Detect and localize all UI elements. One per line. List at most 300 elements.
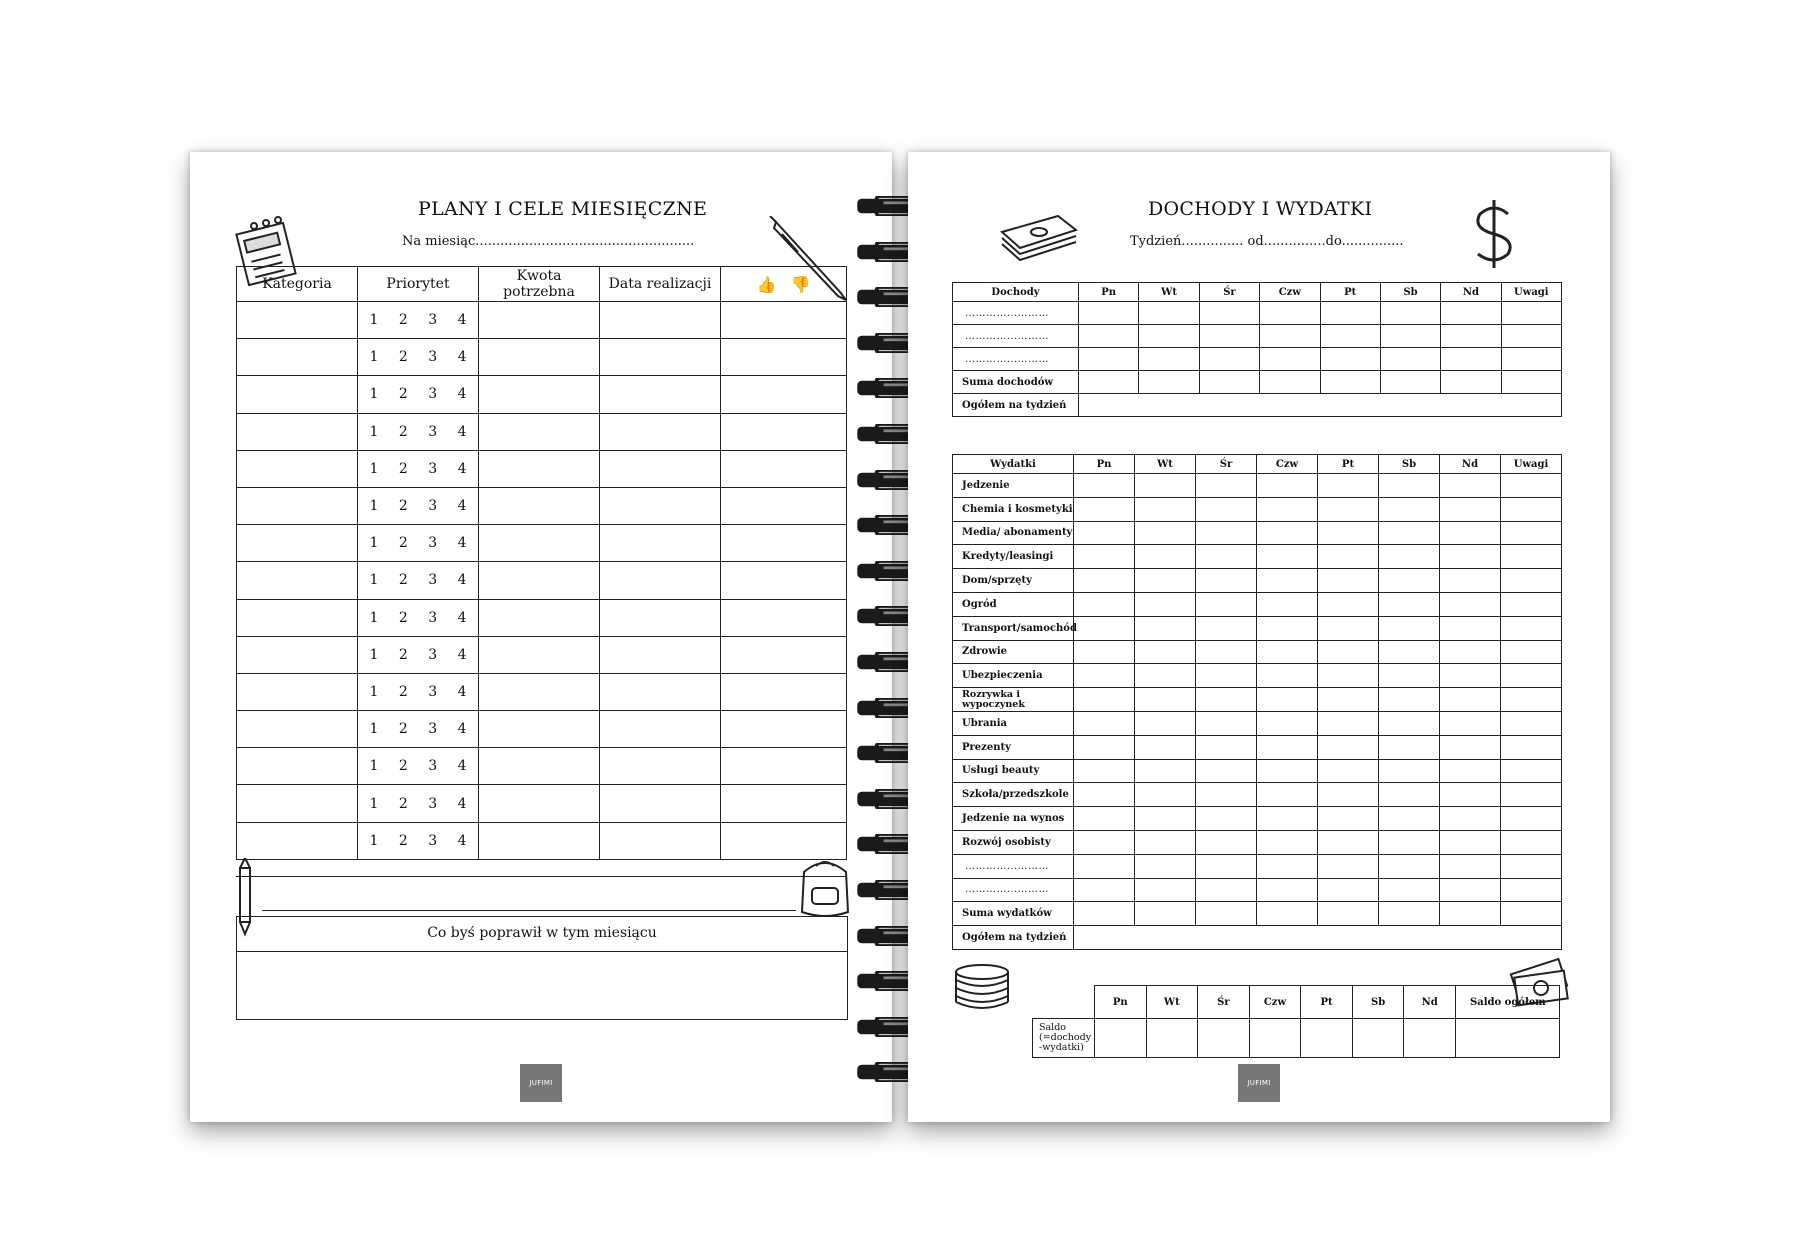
- data-cell[interactable]: [600, 599, 721, 636]
- priority-scale[interactable]: 1 2 3 4: [358, 785, 479, 822]
- entry-cell[interactable]: [1501, 497, 1562, 521]
- entry-cell[interactable]: [1501, 688, 1562, 712]
- rating-cell[interactable]: [721, 748, 847, 785]
- kategoria-cell[interactable]: [237, 748, 358, 785]
- kwota-cell[interactable]: [479, 822, 600, 859]
- data-cell[interactable]: [600, 376, 721, 413]
- plans-row: [237, 339, 847, 376]
- priority-scale[interactable]: 1 2 3 4: [358, 302, 479, 339]
- entry-cell[interactable]: [1196, 878, 1257, 902]
- data-cell[interactable]: [600, 302, 721, 339]
- rating-cell[interactable]: [721, 413, 847, 450]
- entry-cell[interactable]: [1318, 569, 1379, 593]
- expense-header: Wydatki: [953, 455, 1074, 474]
- kwota-cell[interactable]: [479, 599, 600, 636]
- entry-cell[interactable]: [1135, 830, 1196, 854]
- row-label: ……………………: [953, 348, 1079, 371]
- entry-cell[interactable]: [1501, 302, 1561, 325]
- rating-cell[interactable]: [721, 302, 847, 339]
- kwota-cell[interactable]: [479, 711, 600, 748]
- kategoria-cell[interactable]: [237, 673, 358, 710]
- kwota-cell[interactable]: [479, 785, 600, 822]
- saldo-cell[interactable]: [1249, 1019, 1301, 1058]
- entry-cell[interactable]: [1074, 902, 1135, 926]
- entry-cell[interactable]: [1440, 783, 1501, 807]
- entry-cell[interactable]: [1135, 474, 1196, 498]
- coins-icon: [952, 962, 1016, 1012]
- kategoria-cell[interactable]: [237, 711, 358, 748]
- kategoria-cell[interactable]: [237, 376, 358, 413]
- entry-cell[interactable]: [1196, 830, 1257, 854]
- entry-cell[interactable]: [1318, 497, 1379, 521]
- rating-cell[interactable]: [721, 785, 847, 822]
- entry-cell[interactable]: [1196, 616, 1257, 640]
- entry-cell[interactable]: [1318, 474, 1379, 498]
- notes-header: Uwagi: [1501, 455, 1562, 474]
- entry-cell[interactable]: [1501, 711, 1562, 735]
- entry-cell[interactable]: [1379, 688, 1440, 712]
- entry-cell[interactable]: [1196, 783, 1257, 807]
- entry-cell[interactable]: [1440, 474, 1501, 498]
- entry-cell[interactable]: [1440, 521, 1501, 545]
- entry-cell[interactable]: [1257, 664, 1318, 688]
- col-priorytet: Priorytet: [358, 267, 479, 302]
- page-title-income: DOCHODY I WYDATKI: [1148, 198, 1373, 220]
- data-cell[interactable]: [600, 711, 721, 748]
- entry-cell[interactable]: [1501, 783, 1562, 807]
- entry-cell[interactable]: [1196, 688, 1257, 712]
- row-label: Ubrania: [953, 711, 1074, 735]
- entry-cell[interactable]: [1501, 545, 1562, 569]
- entry-cell[interactable]: [1318, 521, 1379, 545]
- entry-cell[interactable]: [1501, 807, 1562, 831]
- entry-cell[interactable]: [1501, 371, 1561, 394]
- saldo-cell[interactable]: [1352, 1019, 1404, 1058]
- entry-cell[interactable]: [1135, 640, 1196, 664]
- entry-cell[interactable]: [1135, 878, 1196, 902]
- entry-cell[interactable]: [1440, 545, 1501, 569]
- kwota-cell[interactable]: [479, 487, 600, 524]
- priority-scale[interactable]: 1 2 3 4: [358, 711, 479, 748]
- entry-cell[interactable]: [1135, 735, 1196, 759]
- rating-cell[interactable]: [721, 450, 847, 487]
- entry-cell[interactable]: [1196, 592, 1257, 616]
- entry-cell[interactable]: [1257, 759, 1318, 783]
- entry-cell[interactable]: [1380, 371, 1440, 394]
- entry-cell[interactable]: [1074, 688, 1135, 712]
- entry-cell[interactable]: [1318, 640, 1379, 664]
- entry-cell[interactable]: [1440, 688, 1501, 712]
- priority-scale[interactable]: 1 2 3 4: [358, 673, 479, 710]
- rating-cell[interactable]: [721, 562, 847, 599]
- entry-cell[interactable]: [1318, 854, 1379, 878]
- saldo-cell[interactable]: [1095, 1019, 1147, 1058]
- data-cell[interactable]: [600, 822, 721, 859]
- data-cell[interactable]: [600, 562, 721, 599]
- improve-label: Co byś poprawił w tym miesiącu: [237, 917, 847, 952]
- entry-cell[interactable]: [1257, 688, 1318, 712]
- rating-cell[interactable]: [721, 673, 847, 710]
- kategoria-cell[interactable]: [237, 450, 358, 487]
- priority-scale[interactable]: 1 2 3 4: [358, 487, 479, 524]
- plans-row: [237, 487, 847, 524]
- thumbs-up-icon: 👍: [756, 274, 777, 294]
- data-cell[interactable]: [600, 525, 721, 562]
- rating-cell[interactable]: [721, 487, 847, 524]
- kwota-cell[interactable]: [479, 302, 600, 339]
- entry-cell[interactable]: [1379, 592, 1440, 616]
- entry-cell[interactable]: [1379, 640, 1440, 664]
- entry-cell[interactable]: [1260, 325, 1320, 348]
- entry-cell[interactable]: [1196, 569, 1257, 593]
- entry-cell[interactable]: [1079, 325, 1139, 348]
- entry-cell[interactable]: [1501, 640, 1562, 664]
- entry-cell[interactable]: [1074, 497, 1135, 521]
- entry-cell[interactable]: [1196, 545, 1257, 569]
- entry-cell[interactable]: [1135, 783, 1196, 807]
- day-header: Pn: [1095, 986, 1147, 1019]
- entry-cell[interactable]: [1380, 348, 1440, 371]
- entry-cell[interactable]: [1379, 616, 1440, 640]
- kategoria-cell[interactable]: [237, 525, 358, 562]
- day-header: Czw: [1257, 455, 1318, 474]
- entry-cell[interactable]: [1501, 902, 1562, 926]
- entry-cell[interactable]: [1379, 545, 1440, 569]
- entry-cell[interactable]: [1196, 735, 1257, 759]
- entry-cell[interactable]: [1257, 474, 1318, 498]
- row-label: Chemia i kosmetyki: [953, 497, 1074, 521]
- priority-scale[interactable]: 1 2 3 4: [358, 599, 479, 636]
- entry-cell[interactable]: [1074, 592, 1135, 616]
- saldo-cell[interactable]: [1301, 1019, 1353, 1058]
- rating-cell[interactable]: [721, 636, 847, 673]
- kategoria-cell[interactable]: [237, 562, 358, 599]
- entry-cell[interactable]: [1501, 325, 1561, 348]
- entry-cell[interactable]: [1320, 371, 1380, 394]
- row-label: Jedzenie: [953, 474, 1074, 498]
- entry-cell[interactable]: [1079, 371, 1139, 394]
- entry-cell[interactable]: [1318, 616, 1379, 640]
- entry-cell[interactable]: [1135, 545, 1196, 569]
- entry-cell[interactable]: [1257, 569, 1318, 593]
- entry-cell[interactable]: [1379, 521, 1440, 545]
- rating-cell[interactable]: [721, 599, 847, 636]
- entry-cell[interactable]: [1196, 854, 1257, 878]
- entry-cell[interactable]: [1501, 474, 1562, 498]
- entry-cell[interactable]: [1135, 688, 1196, 712]
- entry-cell[interactable]: [1501, 569, 1562, 593]
- entry-cell[interactable]: [1257, 640, 1318, 664]
- rating-cell[interactable]: [721, 339, 847, 376]
- entry-cell[interactable]: [1379, 711, 1440, 735]
- entry-cell[interactable]: [1135, 616, 1196, 640]
- entry-cell[interactable]: [1257, 545, 1318, 569]
- day-header: Pn: [1074, 455, 1135, 474]
- entry-cell[interactable]: [1139, 325, 1199, 348]
- priority-scale[interactable]: 1 2 3 4: [358, 339, 479, 376]
- entry-cell[interactable]: [1196, 640, 1257, 664]
- entry-cell[interactable]: [1379, 902, 1440, 926]
- entry-cell[interactable]: [1135, 497, 1196, 521]
- entry-cell[interactable]: [1440, 497, 1501, 521]
- entry-cell[interactable]: [1257, 854, 1318, 878]
- kategoria-cell[interactable]: [237, 636, 358, 673]
- entry-cell[interactable]: [1320, 302, 1380, 325]
- entry-cell[interactable]: [1260, 371, 1320, 394]
- plans-row: [237, 785, 847, 822]
- entry-cell[interactable]: [1440, 664, 1501, 688]
- rating-cell[interactable]: [721, 376, 847, 413]
- entry-cell[interactable]: [1196, 807, 1257, 831]
- entry-cell[interactable]: [1257, 616, 1318, 640]
- entry-cell[interactable]: [1074, 783, 1135, 807]
- entry-cell[interactable]: [1318, 592, 1379, 616]
- priority-scale[interactable]: 1 2 3 4: [358, 822, 479, 859]
- saldo-cell[interactable]: [1198, 1019, 1250, 1058]
- page-title-plans: PLANY I CELE MIESIĘCZNE: [418, 198, 708, 220]
- backpack-icon: [790, 852, 860, 922]
- kwota-cell[interactable]: [479, 562, 600, 599]
- entry-cell[interactable]: [1440, 616, 1501, 640]
- row-label: ……………………: [953, 878, 1074, 902]
- entry-cell[interactable]: [1135, 664, 1196, 688]
- entry-cell[interactable]: [1318, 545, 1379, 569]
- priority-scale[interactable]: 1 2 3 4: [358, 748, 479, 785]
- plans-row: [237, 376, 847, 413]
- entry-cell[interactable]: [1440, 569, 1501, 593]
- priority-scale[interactable]: 1 2 3 4: [358, 562, 479, 599]
- entry-cell[interactable]: [1257, 830, 1318, 854]
- rating-cell[interactable]: [721, 711, 847, 748]
- entry-cell[interactable]: [1074, 640, 1135, 664]
- priority-scale[interactable]: 1 2 3 4: [358, 525, 479, 562]
- entry-cell[interactable]: [1501, 735, 1562, 759]
- kategoria-cell[interactable]: [237, 339, 358, 376]
- entry-cell[interactable]: [1501, 854, 1562, 878]
- entry-cell[interactable]: [1196, 474, 1257, 498]
- entry-cell[interactable]: [1441, 325, 1501, 348]
- entry-cell[interactable]: [1196, 664, 1257, 688]
- entry-cell[interactable]: [1260, 302, 1320, 325]
- entry-cell[interactable]: [1318, 711, 1379, 735]
- row-label: Dom/sprzęty: [953, 569, 1074, 593]
- entry-cell[interactable]: [1257, 497, 1318, 521]
- entry-cell[interactable]: [1135, 569, 1196, 593]
- entry-cell[interactable]: [1380, 302, 1440, 325]
- kwota-cell[interactable]: [479, 376, 600, 413]
- data-cell[interactable]: [600, 450, 721, 487]
- priority-scale[interactable]: 1 2 3 4: [358, 376, 479, 413]
- entry-cell[interactable]: [1079, 348, 1139, 371]
- entry-cell[interactable]: [1257, 592, 1318, 616]
- plans-row: [237, 599, 847, 636]
- entry-cell[interactable]: [1074, 664, 1135, 688]
- entry-cell[interactable]: [1257, 783, 1318, 807]
- entry-cell[interactable]: [1318, 807, 1379, 831]
- entry-cell[interactable]: [1074, 735, 1135, 759]
- entry-cell[interactable]: [1501, 592, 1562, 616]
- data-cell[interactable]: [600, 785, 721, 822]
- entry-cell[interactable]: [1257, 735, 1318, 759]
- entry-cell[interactable]: [1135, 521, 1196, 545]
- entry-cell[interactable]: [1440, 854, 1501, 878]
- entry-cell[interactable]: [1440, 902, 1501, 926]
- entry-cell[interactable]: [1074, 521, 1135, 545]
- entry-cell[interactable]: [1379, 759, 1440, 783]
- entry-cell[interactable]: [1379, 569, 1440, 593]
- entry-cell[interactable]: [1139, 348, 1199, 371]
- entry-cell[interactable]: [1318, 735, 1379, 759]
- kategoria-cell[interactable]: [237, 822, 358, 859]
- kategoria-cell[interactable]: [237, 487, 358, 524]
- saldo-cell[interactable]: [1404, 1019, 1456, 1058]
- row-label: Jedzenie na wynos: [953, 807, 1074, 831]
- entry-cell[interactable]: [1196, 711, 1257, 735]
- entry-cell[interactable]: [1501, 878, 1562, 902]
- plans-row: [237, 711, 847, 748]
- entry-cell[interactable]: [1441, 348, 1501, 371]
- entry-cell[interactable]: [1074, 878, 1135, 902]
- entry-cell[interactable]: [1320, 325, 1380, 348]
- weekly-total-cell[interactable]: [1074, 926, 1562, 950]
- entry-cell[interactable]: [1380, 325, 1440, 348]
- entry-cell[interactable]: [1318, 759, 1379, 783]
- entry-cell[interactable]: [1318, 902, 1379, 926]
- kategoria-cell[interactable]: [237, 302, 358, 339]
- entry-cell[interactable]: [1318, 664, 1379, 688]
- entry-cell[interactable]: [1199, 302, 1259, 325]
- entry-cell[interactable]: [1440, 807, 1501, 831]
- data-cell[interactable]: [600, 748, 721, 785]
- entry-cell[interactable]: [1199, 348, 1259, 371]
- entry-cell[interactable]: [1074, 545, 1135, 569]
- entry-cell[interactable]: [1379, 830, 1440, 854]
- entry-cell[interactable]: [1379, 878, 1440, 902]
- entry-cell[interactable]: [1501, 664, 1562, 688]
- saldo-cell[interactable]: [1456, 1019, 1560, 1058]
- entry-cell[interactable]: [1379, 497, 1440, 521]
- entry-cell[interactable]: [1079, 302, 1139, 325]
- entry-cell[interactable]: [1074, 616, 1135, 640]
- entry-cell[interactable]: [1501, 830, 1562, 854]
- entry-cell[interactable]: [1135, 759, 1196, 783]
- kwota-cell[interactable]: [479, 748, 600, 785]
- entry-cell[interactable]: [1074, 830, 1135, 854]
- entry-cell[interactable]: [1440, 878, 1501, 902]
- entry-cell[interactable]: [1257, 878, 1318, 902]
- kwota-cell[interactable]: [479, 636, 600, 673]
- data-cell[interactable]: [600, 673, 721, 710]
- entry-cell[interactable]: [1139, 371, 1199, 394]
- entry-cell[interactable]: [1501, 759, 1562, 783]
- entry-cell[interactable]: [1074, 807, 1135, 831]
- data-cell[interactable]: [600, 636, 721, 673]
- entry-cell[interactable]: [1257, 902, 1318, 926]
- entry-cell[interactable]: [1139, 302, 1199, 325]
- saldo-label: Saldo (=dochody -wydatki): [1033, 1019, 1095, 1058]
- data-cell[interactable]: [600, 339, 721, 376]
- kwota-cell[interactable]: [479, 525, 600, 562]
- entry-cell[interactable]: [1441, 302, 1501, 325]
- entry-cell[interactable]: [1440, 592, 1501, 616]
- entry-cell[interactable]: [1318, 878, 1379, 902]
- month-line: Na miesiąc.....................................................: [402, 234, 695, 249]
- entry-cell[interactable]: [1074, 569, 1135, 593]
- entry-cell[interactable]: [1379, 735, 1440, 759]
- entry-cell[interactable]: [1440, 711, 1501, 735]
- entry-cell[interactable]: [1196, 521, 1257, 545]
- kwota-cell[interactable]: [479, 339, 600, 376]
- kwota-cell[interactable]: [479, 413, 600, 450]
- entry-cell[interactable]: [1196, 759, 1257, 783]
- saldo-cell[interactable]: [1146, 1019, 1198, 1058]
- entry-cell[interactable]: [1135, 807, 1196, 831]
- entry-cell[interactable]: [1074, 711, 1135, 735]
- rating-cell[interactable]: [721, 525, 847, 562]
- priority-scale[interactable]: 1 2 3 4: [358, 636, 479, 673]
- entry-cell[interactable]: [1501, 348, 1561, 371]
- kwota-cell[interactable]: [479, 673, 600, 710]
- entry-cell[interactable]: [1318, 783, 1379, 807]
- kategoria-cell[interactable]: [237, 413, 358, 450]
- entry-cell[interactable]: [1257, 521, 1318, 545]
- entry-cell[interactable]: [1318, 688, 1379, 712]
- entry-cell[interactable]: [1257, 807, 1318, 831]
- entry-cell[interactable]: [1379, 664, 1440, 688]
- entry-cell[interactable]: [1440, 735, 1501, 759]
- weekly-total-cell[interactable]: [1079, 394, 1562, 417]
- entry-cell[interactable]: [1074, 854, 1135, 878]
- entry-cell[interactable]: [1379, 474, 1440, 498]
- entry-cell[interactable]: [1074, 759, 1135, 783]
- priority-scale[interactable]: 1 2 3 4: [358, 450, 479, 487]
- entry-cell[interactable]: [1199, 371, 1259, 394]
- kategoria-cell[interactable]: [237, 785, 358, 822]
- entry-cell[interactable]: [1135, 854, 1196, 878]
- entry-cell[interactable]: [1440, 830, 1501, 854]
- entry-cell[interactable]: [1320, 348, 1380, 371]
- income-table: [952, 282, 1562, 417]
- kwota-cell[interactable]: [479, 450, 600, 487]
- entry-cell[interactable]: [1135, 711, 1196, 735]
- entry-cell[interactable]: [1196, 497, 1257, 521]
- entry-cell[interactable]: [1440, 759, 1501, 783]
- entry-cell[interactable]: [1260, 348, 1320, 371]
- entry-cell[interactable]: [1440, 640, 1501, 664]
- kategoria-cell[interactable]: [237, 599, 358, 636]
- entry-cell[interactable]: [1318, 830, 1379, 854]
- entry-cell[interactable]: [1199, 325, 1259, 348]
- row-label: Rozrywka i wypoczynek: [953, 688, 1074, 712]
- entry-cell[interactable]: [1135, 902, 1196, 926]
- table-row: [953, 878, 1562, 902]
- entry-cell[interactable]: [1501, 521, 1562, 545]
- data-cell[interactable]: [600, 487, 721, 524]
- row-label: Transport/samochód: [953, 616, 1074, 640]
- entry-cell[interactable]: [1379, 783, 1440, 807]
- entry-cell[interactable]: [1135, 592, 1196, 616]
- data-cell[interactable]: [600, 413, 721, 450]
- priority-scale[interactable]: 1 2 3 4: [358, 413, 479, 450]
- entry-cell[interactable]: [1379, 807, 1440, 831]
- entry-cell[interactable]: [1196, 902, 1257, 926]
- entry-cell[interactable]: [1441, 371, 1501, 394]
- entry-cell[interactable]: [1074, 474, 1135, 498]
- entry-cell[interactable]: [1379, 854, 1440, 878]
- plans-row: [237, 673, 847, 710]
- entry-cell[interactable]: [1257, 711, 1318, 735]
- entry-cell[interactable]: [1501, 616, 1562, 640]
